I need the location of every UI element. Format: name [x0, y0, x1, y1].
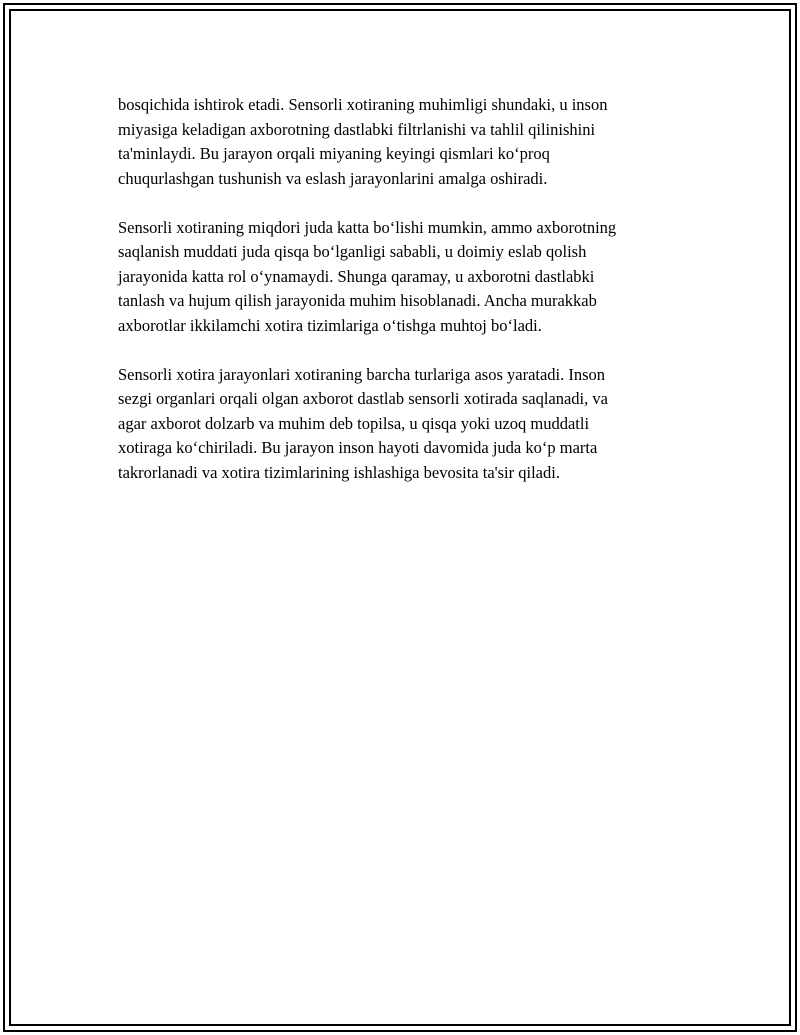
text-line: jarayonida katta rol o‘ynamaydi. Shunga qaramay, u axborotni dastlabki: [118, 266, 595, 286]
text-line: agar axborot dolzarb va muhim deb topilsa, u qisqa yoki uzoq muddatli: [118, 413, 590, 433]
text-line: xotiraga ko‘chiriladi. Bu jarayon inson hayoti davomida juda ko‘p marta: [118, 438, 598, 457]
text-line: sezgi organlari orqali olgan axborot dastlab sensorli xotirada saqlanadi, va: [118, 389, 608, 408]
text-line: Sensorli xotira jarayonlari xotiraning barcha turlariga asos yaratadi. Inson: [118, 364, 606, 384]
paragraph-3: [118, 363, 688, 486]
text-line: chuqurlashgan tushunish va eslash jarayonlarini amalga oshiradi.: [118, 168, 548, 188]
text-line: miyasiga keladigan axborotning dastlabki filtrlanishi va tahlil qilinishini: [118, 119, 596, 139]
text-line: Sensorli xotiraning miqdori juda katta bo‘lishi mumkin, ammo axborotning: [118, 217, 617, 237]
text-line: ta'minlaydi. Bu jarayon orqali miyaning keyingi qismlari ko‘proq: [118, 144, 550, 163]
text-line: bosqichida ishtirok etadi. Sensorli xotiraning muhimligi shundaki, u inson: [118, 95, 608, 114]
paragraph-1: [118, 93, 688, 191]
text-line: tanlash va hujum qilish jarayonida muhim hisoblanadi. Ancha murakkab: [118, 291, 597, 310]
text-line: saqlanish muddati juda qisqa bo‘lganligi sababli, u doimiy eslab qolish: [118, 242, 587, 261]
text-line: axborotlar ikkilamchi xotira tizimlariga o‘tishga muhtoj bo‘ladi.: [118, 315, 542, 335]
paragraph-2: [118, 216, 688, 339]
document-body: [118, 93, 688, 510]
text-line: takrorlanadi va xotira tizimlarining ishlashiga bevosita ta'sir qiladi.: [118, 462, 560, 482]
